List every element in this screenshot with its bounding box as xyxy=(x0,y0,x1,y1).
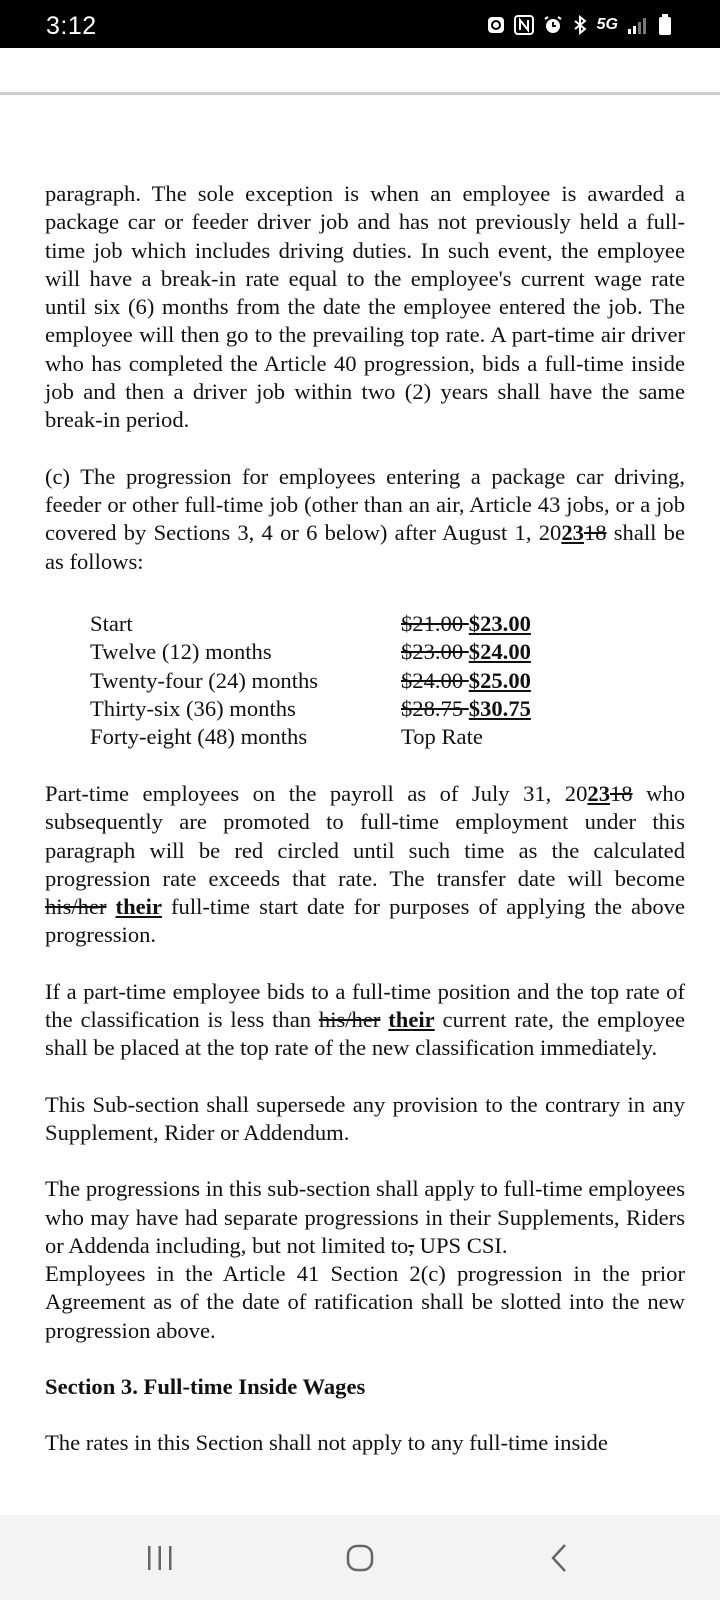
status-icons xyxy=(487,13,672,37)
status-time: 3:12 xyxy=(46,12,97,40)
section-heading: Section 3. Full-time Inside Wages xyxy=(45,1374,366,1400)
progression-rate: Top Rate xyxy=(401,724,483,750)
paragraph-progressions-apply: The progressions in this sub-section shall apply to full-time employees who may have had separate progressions in their Supplements, Riders or Addenda including, but not limited to, UPS CSI. xyxy=(45,1176,685,1258)
progression-rate: $23.00 $24.00 xyxy=(401,639,531,665)
paragraph-break-in: paragraph. The sole exception is when an employee is awarded a package car or feeder driver job and has not previously held a full-time job which includes driving duties. In such event, the employee will have a break-in rate equal to the employee's current wage rate until six (6) months from the date the employee entered the job. The employee will then go to the prevailing top rate. A part-time air driver who has completed the Article 40 progression, bids a full-time inside job and then a driver job within two (2) years shall have the same break-in period. xyxy=(45,181,685,433)
progression-rate: $21.00 $23.00 xyxy=(401,611,531,636)
home-icon xyxy=(345,1543,375,1573)
home-button[interactable] xyxy=(300,1515,420,1600)
deleted-text: 18 xyxy=(583,520,607,546)
network-type-label: 5G xyxy=(596,16,618,33)
document-viewer-toolbar xyxy=(0,48,720,95)
back-icon xyxy=(548,1542,572,1574)
status-bar xyxy=(0,0,720,48)
paragraph-top-rate: If a part-time employee bids to a full-time position and the top rate of the classification is less than his/her their current rate, the employee shall be placed at the top rate of the new classification immediately. xyxy=(45,978,686,1061)
document-page-continued xyxy=(45,780,685,1458)
nfc-icon xyxy=(514,15,534,35)
app-notification-icon xyxy=(487,16,505,34)
progression-step-label: Twelve (12) months xyxy=(90,639,272,665)
progression-rate: $24.00 $25.00 xyxy=(401,667,531,693)
alarm-icon xyxy=(543,15,563,35)
navigation-bar xyxy=(0,1515,720,1600)
back-button[interactable] xyxy=(500,1515,620,1600)
progression-table xyxy=(45,610,685,751)
inserted-text: 23 xyxy=(561,520,584,546)
progression-row xyxy=(45,723,685,751)
progression-row xyxy=(45,610,685,638)
document-page xyxy=(45,180,685,576)
progression-rate: $28.75 $30.75 xyxy=(401,695,531,721)
recent-apps-icon xyxy=(145,1544,175,1572)
progression-step-label: Forty-eight (48) months xyxy=(90,724,308,750)
progression-step-label: Start xyxy=(90,611,133,636)
recent-apps-button[interactable] xyxy=(100,1515,220,1600)
paragraph-progression-c: (c) The progression for employees entering a package car driving, feeder or other full-time job (other than an air, Article 43 jobs, or a job covered by Sections 3, 4 or 6 below) after August 1, 202318 shall be as follows: xyxy=(45,463,686,574)
bluetooth-icon xyxy=(572,15,588,35)
progression-row xyxy=(45,667,685,695)
paragraph-supersede: This Sub-section shall supersede any provision to the contrary in any Supplement, Rider or Addendum. xyxy=(45,1091,685,1145)
progression-step-label: Thirty-six (36) months xyxy=(90,695,296,721)
progression-row xyxy=(45,695,685,723)
progression-row xyxy=(45,638,685,666)
battery-icon xyxy=(658,14,672,36)
paragraph-part-time-red-circle: Part-time employees on the payroll as of July 31, 202318 who subsequently are promoted to full-time employment under this paragraph will be red circled until such time as the calculated progression rate exceeds that rate. The transfer date will become his/her their full-time start date for purposes of applying the above progression. xyxy=(45,781,686,948)
paragraph-inside-wages: The rates in this Section shall not apply to any full-time inside xyxy=(45,1430,608,1456)
signal-icon xyxy=(627,15,649,35)
progression-step-label: Twenty-four (24) months xyxy=(90,667,319,693)
paragraph-slotting: Employees in the Article 41 Section 2(c) progression in the prior Agreement as of the date of ratification shall be slotted into the new progression above. xyxy=(45,1261,685,1343)
